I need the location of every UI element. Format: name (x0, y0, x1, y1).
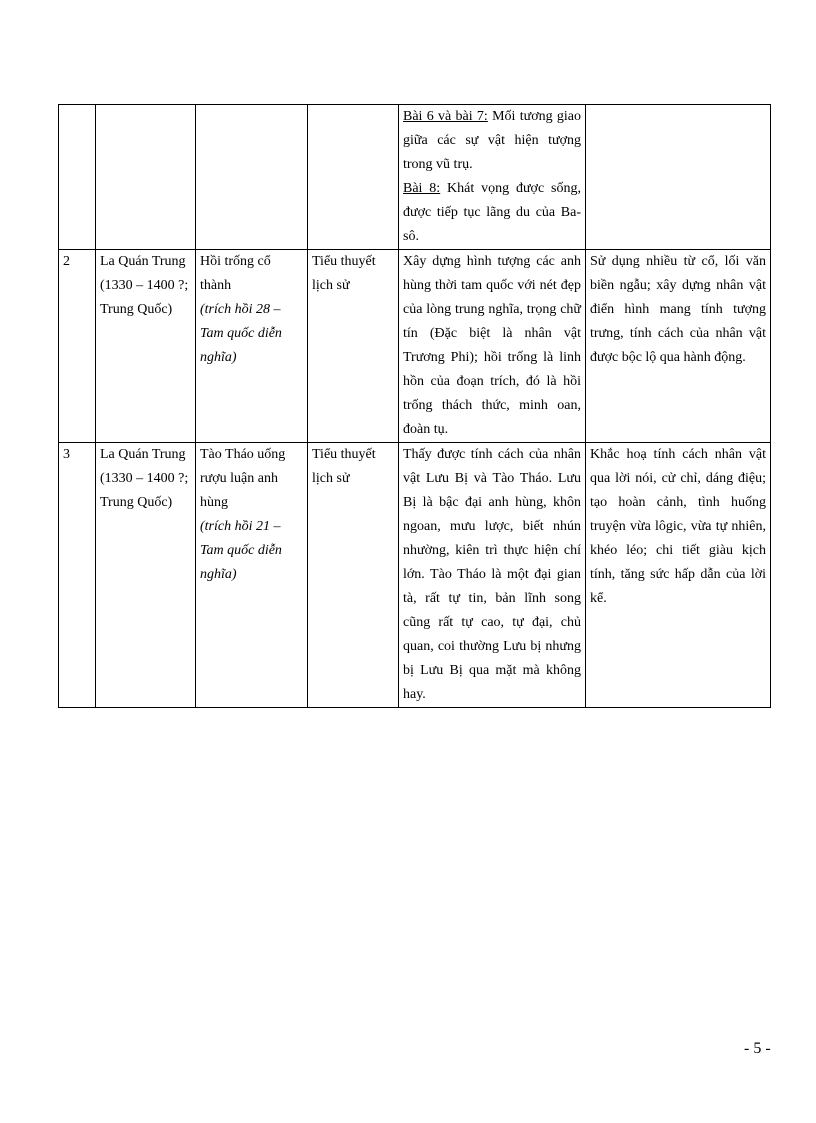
table-row (59, 443, 771, 708)
author-cell: La Quán Trung (1330 – 1400 ?; Trung Quốc) (96, 443, 196, 708)
genre-cell: Tiểu thuyết lịch sử (308, 443, 399, 708)
genre-cell (308, 105, 399, 250)
row-number-cell: 3 (59, 443, 96, 708)
art-cell (586, 105, 771, 250)
table-row (59, 105, 771, 250)
content-label: Bài 8: (403, 181, 441, 196)
work-cell (196, 443, 308, 708)
row-number-cell (59, 105, 96, 250)
content-text: Khát vọng được sống, được tiếp tục lãng du của Ba-sô. (403, 181, 581, 244)
table-row (59, 250, 771, 443)
page-number: - 5 - (744, 1040, 771, 1057)
literature-summary-table (58, 104, 771, 708)
content-cell: Thấy được tính cách của nhân vật Lưu Bị và Tào Tháo. Lưu Bị là bậc đại anh hùng, khôn ngoan, mưu lược, biết nhún nhường, kiên trì thực hiện chí lớn. Tào Tháo là một đại gian tà, rất tự tin, bản lĩnh song cũng rất tự cao, tự đại, chủ quan, coi thường Lưu bị nhưng bị Lưu Bị qua mặt mà không hay. (399, 443, 586, 708)
art-cell: Khắc hoạ tính cách nhân vật qua lời nói, cử chỉ, dáng điệu; tạo hoàn cảnh, tình huống truyện vừa lôgic, vừa tự nhiên, khéo léo; chi tiết giàu kịch tính, tăng sức hấp dẫn của lời kể. (586, 443, 771, 708)
content-label: Bài 6 và bài 7: (403, 109, 488, 124)
author-cell (96, 105, 196, 250)
content-cell: Xây dựng hình tượng các anh hùng thời tam quốc với nét đẹp của lòng trung nghĩa, trọng chữ tín (Đặc biệt là nhân vật Trương Phi); hồi trống là linh hồn của đoạn trích, đó là hồi trống thách thức, minh oan, đoàn tụ. (399, 250, 586, 443)
work-note: (trích hồi 28 – Tam quốc diễn nghĩa) (200, 302, 282, 365)
work-note: (trích hồi 21 – Tam quốc diễn nghĩa) (200, 519, 282, 582)
genre-cell: Tiểu thuyết lịch sử (308, 250, 399, 443)
art-cell: Sử dụng nhiều từ cổ, lối văn biền ngẫu; xây dựng nhân vật điển hình mang tính tượng trưng, tính cách của nhân vật được bộc lộ qua hành động. (586, 250, 771, 443)
work-title: Tào Tháo uống rượu luận anh hùng (200, 447, 286, 510)
row-number-cell: 2 (59, 250, 96, 443)
work-cell (196, 250, 308, 443)
author-cell: La Quán Trung (1330 – 1400 ?; Trung Quốc) (96, 250, 196, 443)
content-cell (399, 105, 586, 250)
work-title: Hồi trống cổ thành (200, 254, 271, 293)
work-cell (196, 105, 308, 250)
content-text: Mối tương giao giữa các sự vật hiện tượng trong vũ trụ. (403, 109, 581, 172)
